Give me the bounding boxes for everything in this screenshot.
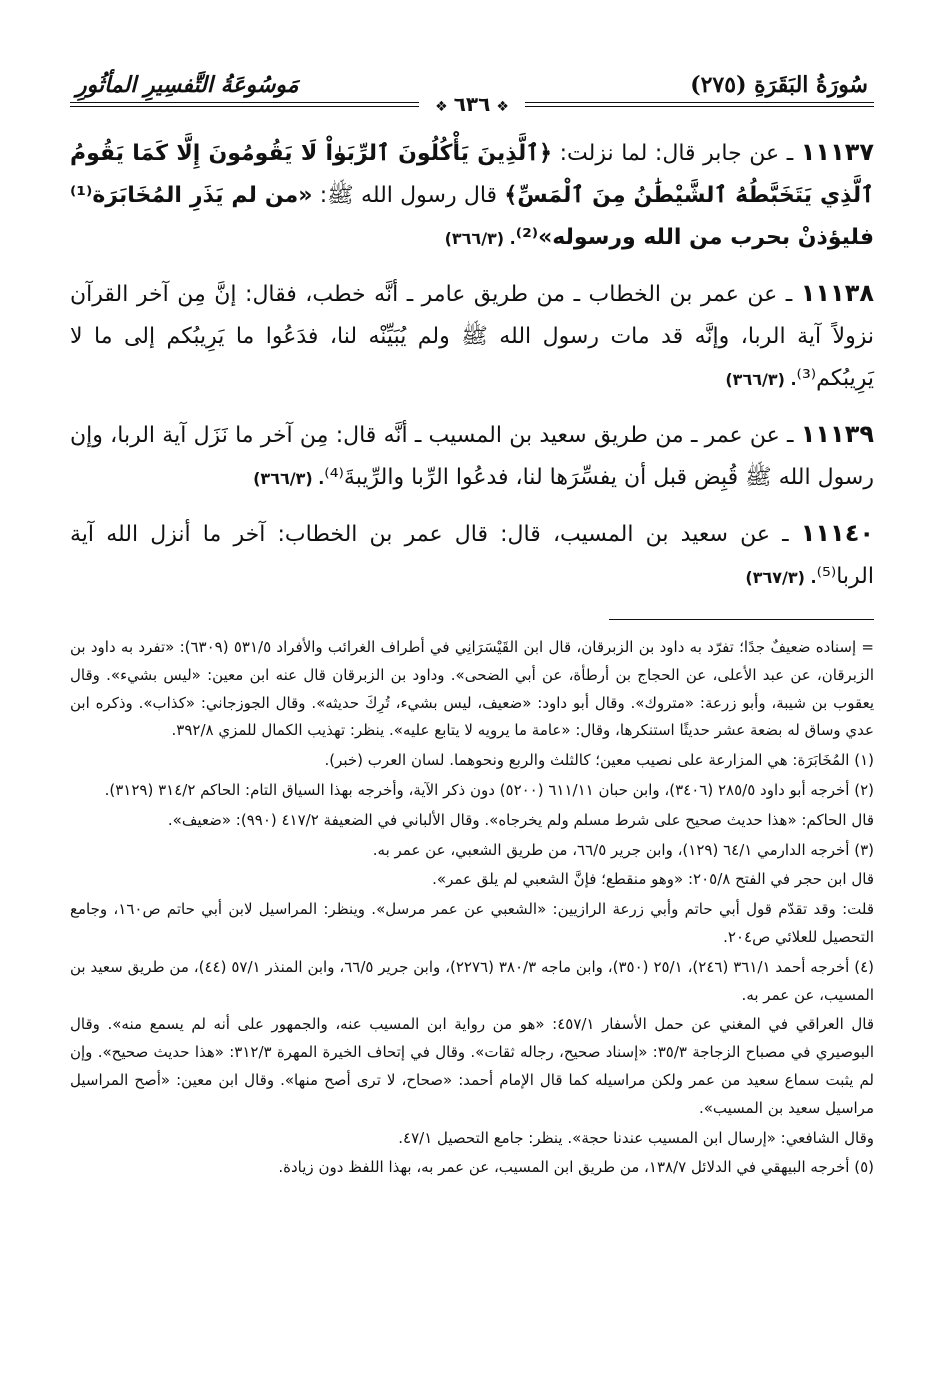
footnote: قلت: وقد تقدّم قول أبي حاتم وأبي زرعة الرازيين: «الشعبي عن عمر مرسل». وينظر: المراسيل لابن أبي حاتم ص١٦٠، وجامع التحصيل للعلائي ص٢٠٤. — [70, 900, 874, 946]
volume-reference: . (٣٦٦/٣) — [444, 229, 516, 248]
footnote: (٣) أخرجه الدارمي ٦٤/١ (١٢٩)، وابن جرير ٦٦/٥، من طريق الشعبي، عن عمر به. — [372, 840, 874, 859]
hadith-11139 — [70, 413, 874, 500]
hadith-list — [70, 131, 874, 599]
ornament-icon: ❖ — [496, 99, 509, 115]
volume-reference: . (٣٦٧/٣) — [745, 568, 817, 587]
hadith-number: ١١١٣٩ — [800, 420, 874, 448]
volume-reference: . (٣٦٦/٣) — [253, 469, 325, 488]
footnote: (٤) أخرجه أحمد ٣٦١/١ (٢٤٦)، ٢٥/١ (٣٥٠)، وابن ماجه ٣٨٠/٣ (٢٢٧٦)، وابن جرير ٦٦/٥، وابن المنذر ٥٧/١ (٤٤)، من طريق سعيد بن المسيب، عن عمر به. — [70, 957, 875, 1004]
volume-reference: . (٣٦٦/٣) — [725, 370, 797, 389]
hadith-text: ـ عن سعيد بن المسيب، قال: قال عمر بن الخطاب: آخر ما أنزل الله آية الربا⁽⁵⁾ — [70, 522, 874, 589]
footnote: (٢) أخرجه أبو داود ٢٨٥/٥ (٣٤٠٦)، وابن حبان ٦١١/١١ (٥٢٠٠) دون ذكر الآية، وأخرجه بهذا السياق التام: الحاكم ٣١٤/٢ (٣١٢٩). — [104, 780, 874, 799]
hadith-number: ١١١٣٧ — [800, 138, 875, 166]
hadith-11140 — [70, 512, 874, 599]
ornament-icon: ❖ — [435, 99, 448, 115]
surah-title: سُورَةُ البَقَرَةِ (٢٧٥) — [690, 72, 868, 98]
quran-verse: ﴿ٱلَّذِينَ يَأْكُلُونَ ٱلرِّبَوٰاْ لَا يَقُومُونَ إِلَّا كَمَا يَقُومُ ٱلَّذِي يَتَخَبَّطُهُ ٱلشَّيْطَٰنُ مِنَ ٱلْمَسِّ﴾ — [70, 141, 874, 208]
hadith-number: ١١١٣٨ — [800, 279, 874, 307]
hadith-11137 — [70, 131, 874, 260]
hadith-text: ـ عن جابر قال: لما نزلت: — [552, 141, 801, 166]
book-title: مَوسُوعَةُ التَّفسِيرِ المأثُورِ — [76, 72, 299, 98]
running-header — [70, 56, 874, 96]
hadith-text: قال رسول الله ﷺ: — [312, 183, 505, 208]
footnotes — [70, 634, 874, 1182]
hadith-text: ـ عن عمر ـ من طريق سعيد بن المسيب ـ أنَّه قال: مِن آخر ما نَزَل آية الربا، وإن رسول الله ﷺ قُبِض قبل أن يفسِّرَها لنا، فدعُوا الرِّبا والرِّيبةَ⁽⁴⁾ — [70, 423, 874, 490]
footnote-separator — [609, 619, 874, 620]
footnote: قال ابن حجر في الفتح ٢٠٥/٨: «وهو منقطع؛ فإنَّ الشعبي لم يلق عمر». — [432, 870, 874, 889]
footnote: (١) المُخَابَرَة: هي المزارعة على نصيب معين؛ كالثلث والربع ونحوهما. لسان العرب (خبر). — [324, 751, 874, 770]
page-number — [419, 92, 525, 116]
hadith-11138 — [70, 272, 874, 401]
footnote: = إسناده ضعيفٌ جدًا؛ تفرّد به داود بن الزبرقان، قال ابن القَيْسَرَانِي في أطراف الغرائب والأفراد ٥٣١/٥ (٦٣٠٩): «تفرد به داود بن الزبرقان، عن عبد الأعلى، عن الحجاج بن أرطأة، عن أبي الضحى». وداود بن الزبرقان قال عنه ابن معين: «ليس بشيء». وقال يعقوب بن شيبة، وأبو زرعة: «متروك». وقال أبو داود: «ضعيف، ليس بشيء، تُرِكَ حديثه». وقال الجوزجاني: «كذاب». وذكره ابن عدي وساق له بضعة عشر حديثًا استنكرها، وقال: «عامة ما يرويه لا يتابع عليه». ينظر: تهذيب الكمال للمزي ٣٩٢/٨. — [70, 638, 874, 740]
footnote: قال الحاكم: «هذا حديث صحيح على شرط مسلم ولم يخرجاه». وقال الألباني في الضعيفة ٤١٧/٢ (٩٩٠): «ضعيف». — [167, 810, 874, 829]
footnote: قال العراقي في المغني عن حمل الأسفار ٤٥٧/١: «هو من رواية ابن المسيب عنه، والجمهور على أنه لم يسمع منه». وقال البوصيري في مصباح الزجاجة ٣٥/٣: «إسناد صحيح، رجاله ثقات». وقال في إتحاف الخيرة المهرة ٣١٢/٣: «هذا حديث صحيح». وإن لم يثبت سماع سعيد من عمر ولكن مراسيله كما قال الإمام أحمد: «صحاح، لا ترى أصح منها». وقال ابن معين: «أصح المراسيل مراسيل سعيد بن المسيب». — [70, 1015, 875, 1117]
prophetic-saying: «من لم يَذَرِ المُخَابَرَة⁽¹⁾ فليؤذنْ بحرب من الله ورسوله»⁽²⁾ — [70, 183, 874, 250]
page-number-text: ٦٣٦ — [453, 92, 491, 116]
hadith-text: ـ عن عمر بن الخطاب ـ من طريق عامر ـ أنَّه خطب، فقال: إنَّ مِن آخر القرآن نزولاً آية الربا، وإنَّه قد مات رسول الله ﷺ ولم يُبَيِّنْه لنا، فدَعُوا ما يَرِيبُكم إلى ما لا يَرِيبُكم⁽³⁾ — [70, 282, 874, 391]
hadith-number: ١١١٤٠ — [800, 519, 874, 547]
footnote: (٥) أخرجه البيهقي في الدلائل ١٣٨/٧، من طريق ابن المسيب، عن عمر به، بهذا اللفظ دون زيادة. — [278, 1158, 874, 1177]
footnote: وقال الشافعي: «إرسال ابن المسيب عندنا حجة». ينظر: جامع التحصيل ٤٧/١. — [398, 1128, 874, 1147]
